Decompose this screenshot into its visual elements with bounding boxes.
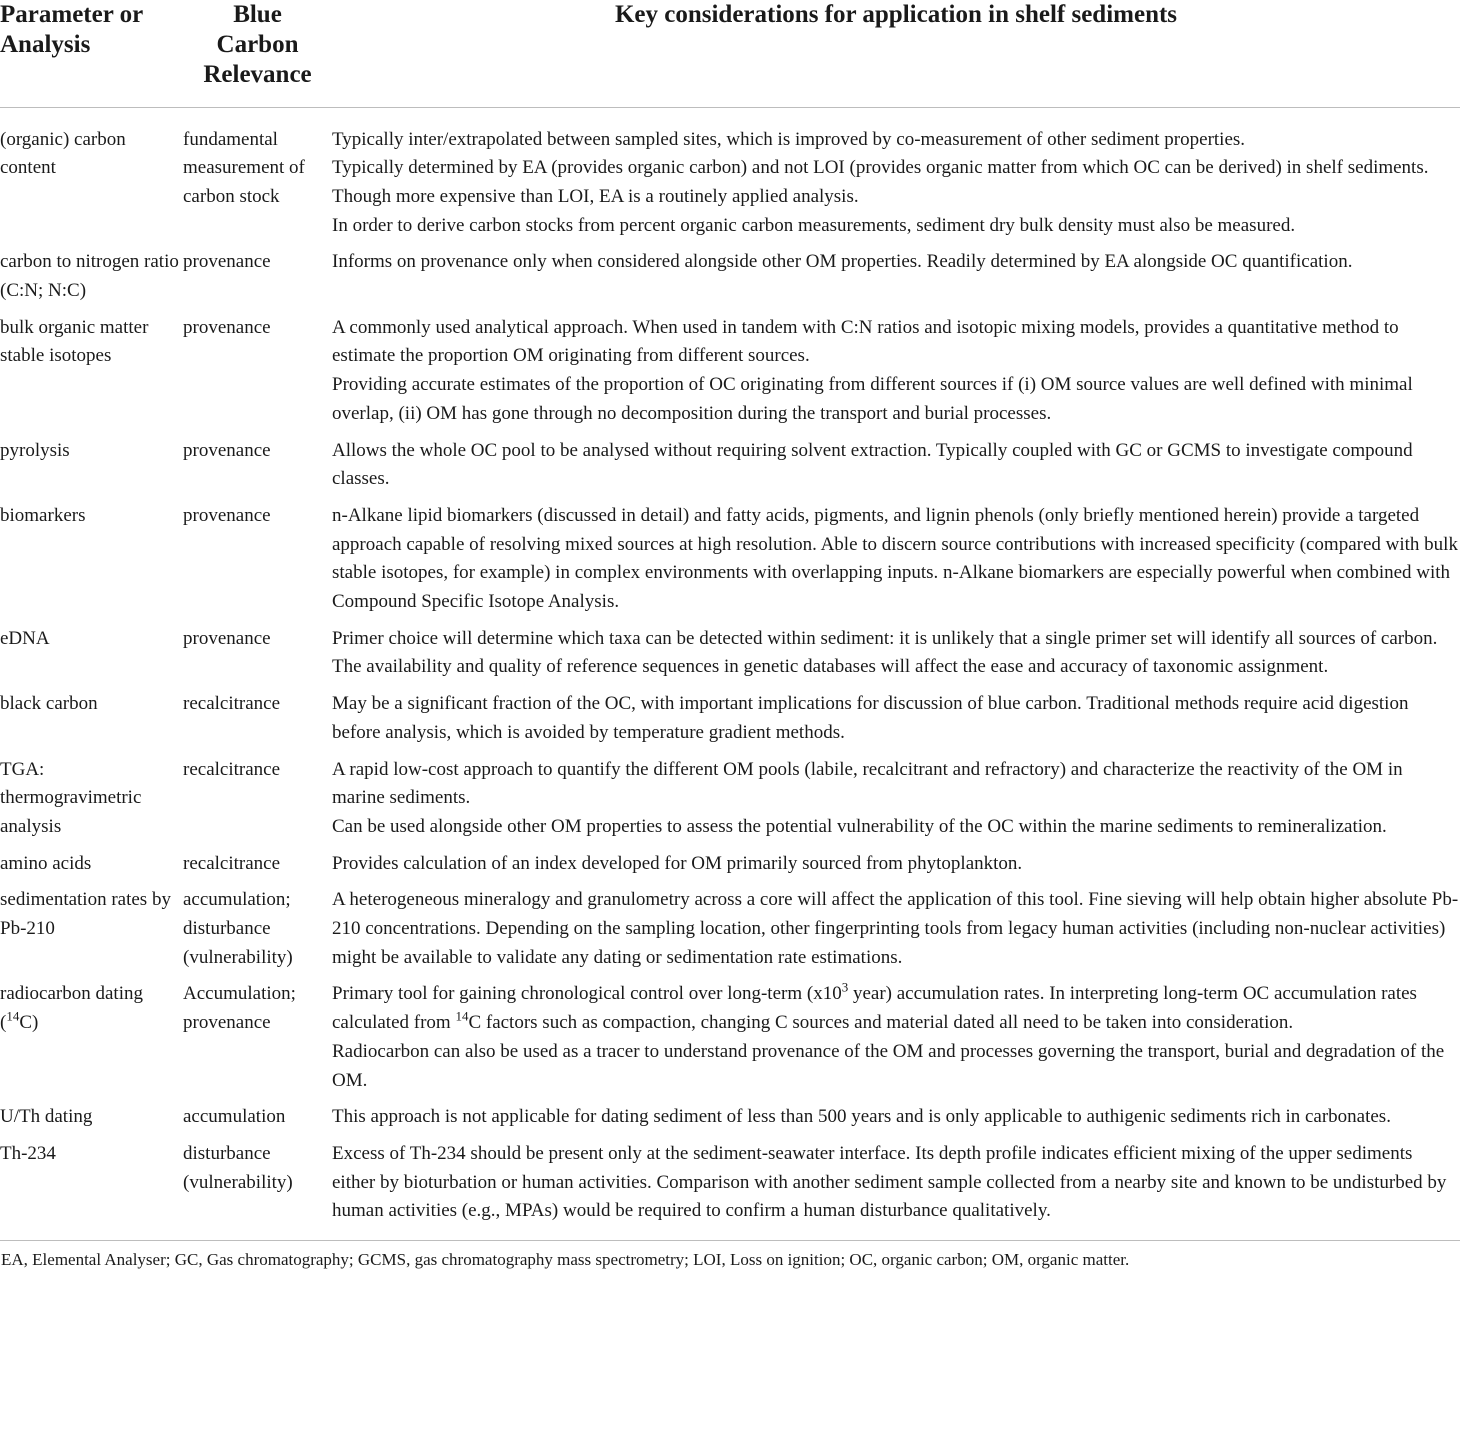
parameter-cell: carbon to nitrogen ratio (C:N; N:C) bbox=[0, 251, 179, 302]
relevance-cell: provenance bbox=[183, 504, 271, 526]
parameter-cell: TGA: thermogravimetric analysis bbox=[0, 758, 142, 837]
relevance-cell: recalcitrance bbox=[183, 758, 281, 780]
considerations-cell bbox=[332, 756, 1460, 850]
superscript: 3 bbox=[841, 980, 849, 996]
relevance-cell: recalcitrance bbox=[183, 852, 281, 874]
header-relevance-line-1: Blue bbox=[233, 1, 282, 28]
table-row bbox=[0, 756, 1460, 850]
table-row bbox=[0, 690, 1460, 755]
superscript: 14 bbox=[455, 1008, 469, 1024]
relevance-cell: disturbance (vulnerability) bbox=[183, 1143, 293, 1193]
consideration-text: Informs on provenance only when considered alongside other OM properties. Readily determined by EA alongside OC quantification. bbox=[332, 251, 1353, 273]
header-row bbox=[0, 0, 1460, 107]
consideration-text: This approach is not applicable for dating sediment of less than 500 years and is only applicable to authigenic sediments rich in carbonates. bbox=[332, 1106, 1391, 1128]
parameter-cell: black carbon bbox=[0, 693, 98, 715]
table-row bbox=[0, 886, 1460, 980]
considerations-cell bbox=[332, 1140, 1460, 1241]
relevance-cell: provenance bbox=[183, 627, 271, 649]
parameter-cell: U/Th dating bbox=[0, 1106, 93, 1128]
table-row bbox=[0, 1103, 1460, 1140]
text-run: Primary tool for gaining chronological control over long-term (x10 bbox=[332, 983, 842, 1005]
parameter-cell: Th-234 bbox=[0, 1143, 56, 1164]
considerations-cell bbox=[332, 886, 1460, 980]
header-relevance-line-3: Relevance bbox=[203, 61, 312, 88]
consideration-text: Can be used alongside other OM properties to assess the potential vulnerability of the OC within the marine sediments to remineralization. bbox=[332, 815, 1387, 837]
table-row bbox=[0, 850, 1460, 887]
header-relevance-line-2: Carbon bbox=[216, 31, 299, 58]
considerations-cell bbox=[332, 502, 1460, 625]
table-row bbox=[0, 980, 1460, 1103]
header-parameter-line-1: Parameter or bbox=[0, 1, 144, 28]
considerations-cell bbox=[332, 1103, 1460, 1140]
considerations-cell bbox=[332, 248, 1460, 313]
parameter-cell: pyrolysis bbox=[0, 439, 70, 461]
considerations-cell bbox=[332, 437, 1460, 502]
consideration-text: Typically determined by EA (provides organic carbon) and not LOI (provides organic matter from which OC can be derived) in shelf sediments. Though more expensive than LOI, EA is a routinely applied analysis. bbox=[332, 157, 1429, 207]
parameter-cell: amino acids bbox=[0, 852, 92, 874]
parameter-cell: sedimentation rates by Pb-210 bbox=[0, 889, 171, 940]
relevance-cell: fundamental measurement of carbon stock bbox=[183, 128, 305, 207]
considerations-cell bbox=[332, 314, 1460, 437]
consideration-text: May be a significant fraction of the OC, with important implications for discussion of blue carbon. Traditional methods require acid digestion before analysis, which is avoided by temperature gradient methods. bbox=[332, 693, 1409, 743]
consideration-text: Excess of Th-234 should be present only at the sediment-seawater interface. Its depth profile indicates efficient mixing of the upper sediments either by bioturbation or human activities. Comparison with another sediment sample collected from a nearby site and known to be undisturbed by human activities (e.g., MPAs) would be required to confirm a human disturbance qualitatively. bbox=[332, 1143, 1447, 1222]
considerations-cell bbox=[332, 980, 1460, 1103]
consideration-text: A heterogeneous mineralogy and granulometry across a core will affect the application of this tool. Fine sieving will help obtain higher absolute Pb-210 concentrations. Depending on the sampling location, other fingerprinting tools from legacy human activities (including non-nuclear activities) might be available to validate any dating or sedimentation rate estimations. bbox=[332, 889, 1459, 968]
parameter-cell bbox=[0, 980, 183, 1103]
table-row bbox=[0, 1140, 1460, 1241]
relevance-cell: Accumulation; provenance bbox=[183, 983, 296, 1034]
table-row bbox=[0, 314, 1460, 437]
considerations-cell bbox=[332, 690, 1460, 755]
parameter-cell: biomarkers bbox=[0, 504, 86, 526]
table-row bbox=[0, 107, 1460, 248]
table-body bbox=[0, 107, 1460, 1241]
consideration-text: Allows the whole OC pool to be analysed without requiring solvent extraction. Typically coupled with GC or GCMS to investigate compound classes. bbox=[332, 439, 1413, 490]
superscript: 14 bbox=[6, 1008, 20, 1024]
parameter-cell: eDNA bbox=[0, 627, 50, 649]
parameter-text: radiocarbon dating ( bbox=[0, 983, 143, 1034]
text-run: year) accumulation rates. In interpreting long-term OC accumulation rates calculated from bbox=[332, 983, 1417, 1034]
relevance-cell: recalcitrance bbox=[183, 693, 281, 715]
consideration-text bbox=[332, 980, 1460, 1037]
parameter-cell: (organic) carbon content bbox=[0, 128, 126, 179]
relevance-cell: accumulation; disturbance (vulnerability) bbox=[183, 889, 293, 968]
consideration-text: A commonly used analytical approach. When used in tandem with C:N ratios and isotopic mixing models, provides a quantitative method to estimate the proportion OM originating from different sources. bbox=[332, 316, 1399, 367]
header-parameter bbox=[0, 0, 183, 107]
relevance-cell: provenance bbox=[183, 439, 271, 461]
consideration-text: The availability and quality of reference sequences in genetic databases will affect the ease and accuracy of taxonomic assignment. bbox=[332, 656, 1329, 678]
consideration-text: Primer choice will determine which taxa can be detected within sediment: it is unlikely that a single primer set will identify all sources of carbon. bbox=[332, 627, 1438, 649]
footnote: EA, Elemental Analyser; GC, Gas chromatography; GCMS, gas chromatography mass spectrometry; LOI, Loss on ignition; OC, organic carbon; OM, organic matter. bbox=[0, 1241, 1460, 1275]
header-parameter-line-2: Analysis bbox=[0, 31, 91, 58]
considerations-cell bbox=[332, 850, 1460, 887]
considerations-cell bbox=[332, 625, 1460, 690]
consideration-text: Providing accurate estimates of the proportion of OC originating from different sources if (i) OM source values are well defined with minimal overlap, (ii) OM has gone through no decomposition during the transport and burial processes. bbox=[332, 374, 1413, 424]
table-row bbox=[0, 625, 1460, 690]
text-run: C factors such as compaction, changing C sources and material dated all need to be taken into consideration. bbox=[468, 1012, 1294, 1034]
consideration-text: In order to derive carbon stocks from percent organic carbon measurements, sediment dry bulk density must also be measured. bbox=[332, 214, 1296, 236]
consideration-text: A rapid low-cost approach to quantify the different OM pools (labile, recalcitrant and refractory) and characterize the reactivity of the OM in marine sediments. bbox=[332, 758, 1403, 809]
header-relevance bbox=[183, 0, 332, 107]
header-considerations: Key considerations for application in shelf sediments bbox=[332, 0, 1460, 107]
consideration-text: Provides calculation of an index developed for OM primarily sourced from phytoplankton. bbox=[332, 852, 1023, 874]
table-row bbox=[0, 437, 1460, 502]
parameter-text: C) bbox=[19, 1012, 39, 1034]
table-row bbox=[0, 502, 1460, 625]
relevance-cell: provenance bbox=[183, 251, 271, 273]
relevance-cell: accumulation bbox=[183, 1106, 286, 1128]
relevance-cell: provenance bbox=[183, 316, 271, 338]
parameter-cell: bulk organic matter stable isotopes bbox=[0, 316, 149, 367]
consideration-text: Radiocarbon can also be used as a tracer to understand provenance of the OM and processes governing the transport, burial and degradation of the OM. bbox=[332, 1040, 1445, 1091]
footnote-row bbox=[0, 1241, 1460, 1275]
table-footer bbox=[0, 1241, 1460, 1275]
consideration-text: Typically inter/extrapolated between sampled sites, which is improved by co-measurement of other sediment properties. bbox=[332, 128, 1246, 150]
table-row bbox=[0, 248, 1460, 313]
table-header bbox=[0, 0, 1460, 107]
considerations-cell bbox=[332, 107, 1460, 248]
consideration-text: n-Alkane lipid biomarkers (discussed in detail) and fatty acids, pigments, and lignin phenols (only briefly mentioned herein) provide a targeted approach capable of resolving mixed sources at high resolution. Able to discern source contributions with increased specificity (compared with bulk stable isotopes, for example) in complex environments with overlapping inputs. n-Alkane biomarkers are especially powerful when combined with Compound Specific Isotope Analysis. bbox=[332, 504, 1458, 613]
